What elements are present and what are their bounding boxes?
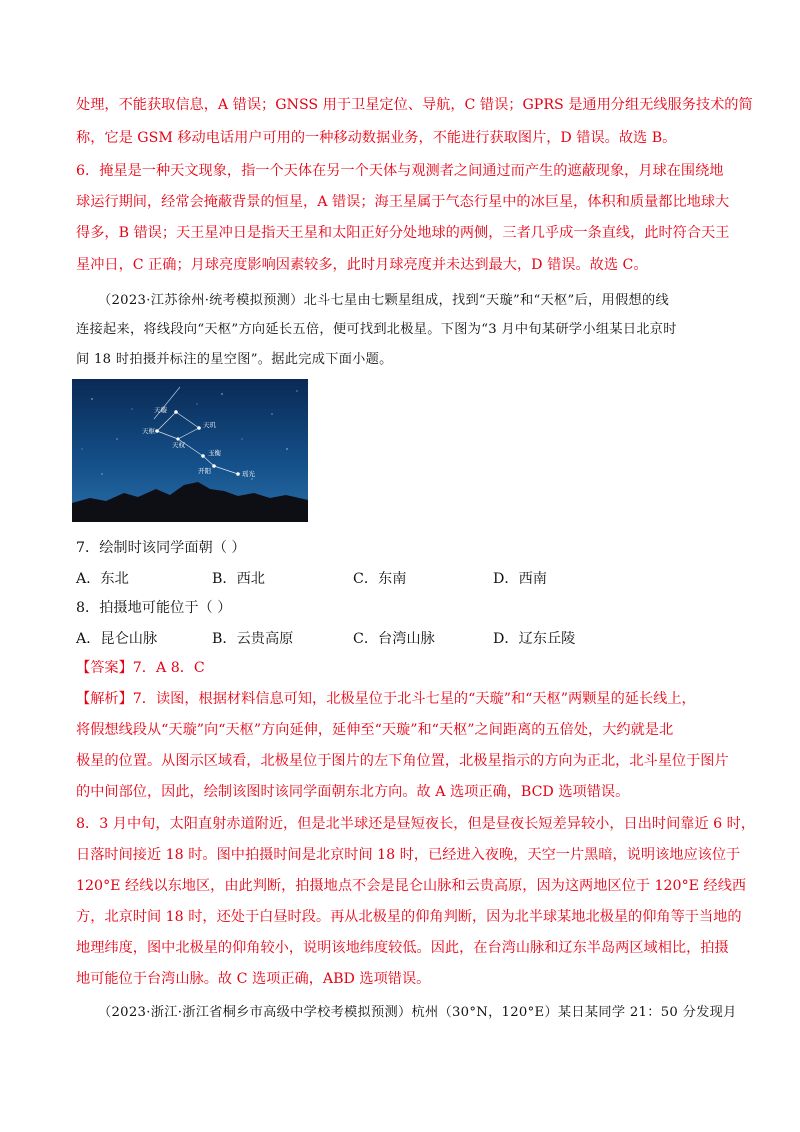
star-label-yuheng: 玉衡 <box>208 449 221 457</box>
answer-text-line: 球运行期间，经常会掩蔽背景的恒星，A 错误；海王星属于气态行星中的冰巨星，体积和质量都比地球大 <box>76 194 730 210</box>
star-label-yaoguang: 瑶光 <box>242 470 255 478</box>
star-label-kaiyang: 开阳 <box>198 467 211 475</box>
analysis-line: 【解析】7．读图，根据材料信息可知，北极星位于北斗七星的“天璇”和“天枢”两颗星的延长线上， <box>76 691 696 707</box>
analysis-line: 地可能位于台湾山脉。故 C 选项正确，ABD 选项错误。 <box>76 971 431 987</box>
question-stem-line: 间 18 时拍摄并标注的星空图”。据此完成下面小题。 <box>76 352 393 367</box>
star-map-photo <box>72 379 308 522</box>
analysis-line: 地理纬度，图中北极星的仰角较小，说明该地纬度较低。因此，在台湾山脉和辽东半岛两区域相比，拍摄 <box>76 940 729 956</box>
analysis-line: 极星的位置。从图示区域看，北极星位于图片的左下角位置，北极星指示的方向为正北，北斗星位于图片 <box>76 753 729 769</box>
answer-text-line: 星冲日，C 正确；月球亮度影响因素较多，此时月球亮度并未达到最大，D 错误。故选 C。 <box>76 257 648 273</box>
answer-text-line: 6．掩星是一种天文现象，指一个天体在另一个天体与观测者之间通过而产生的遮蔽现象，月球在围绕地 <box>76 163 724 179</box>
q8-option-b[interactable]: B．云贵高原 <box>212 631 294 647</box>
q8-option-c[interactable]: C．台湾山脉 <box>353 631 435 647</box>
next-question-stem: （2023·浙江·浙江省桐乡市高级中学校考模拟预测）杭州（30°N，120°E）某日某同学 21：50 分发现月 <box>98 1005 737 1020</box>
analysis-line: 日落时间接近 18 时。图中拍摄时间是北京时间 18 时，已经进入夜晚，天空一片黑暗，说明该地应该位于 <box>76 847 741 863</box>
analysis-line: 120°E 经线以东地区，由此判断，拍摄地点不会是昆仑山脉和云贵高原，因为这两地区位于 120°E 经线西 <box>76 878 747 894</box>
star-label-tianji: 天玑 <box>203 421 216 429</box>
question-stem-line: 连接起来，将线段向“天枢”方向延长五倍，便可找到北极星。下图为“3 月中旬某研学小组某日北京时 <box>76 322 677 337</box>
analysis-line: 方，北京时间 18 时，还处于白昼时段。再从北极星的仰角判断，因为北半球某地北极星的仰角等于当地的 <box>76 909 742 925</box>
star-label-tianquan: 天权 <box>172 441 185 449</box>
analysis-line: 的中间部位，因此，绘制该图时该同学面朝东北方向。故 A 选项正确，BCD 选项错误。 <box>76 784 630 800</box>
star-label-tianxuan: 天璇 <box>154 406 167 414</box>
question-8: 8．拍摄地可能位于（ ） <box>76 600 232 616</box>
q7-option-a[interactable]: A．东北 <box>76 571 129 587</box>
answer-text-line: 得多，B 错误；天王星冲日是指天王星和太阳正好分处地球的两侧，三者几乎成一条直线，此时符合天王 <box>76 225 730 241</box>
q8-option-a[interactable]: A．昆仑山脉 <box>76 631 158 647</box>
answer-key: 【答案】7．A 8．C <box>76 660 205 676</box>
answer-text-line: 称，它是 GSM 移动电话用户可用的一种移动数据业务，不能进行获取图片，D 错误。故选 B。 <box>76 130 677 146</box>
q7-option-b[interactable]: B．西北 <box>212 571 265 587</box>
analysis-line: 将假想线段从“天璇”向“天枢”方向延伸，延伸至“天璇”和“天枢”之间距离的五倍处，大约就是北 <box>76 722 674 738</box>
question-7: 7．绘制时该同学面朝（ ） <box>76 540 246 556</box>
analysis-line: 8．3 月中旬，太阳直射赤道附近，但是北半球还是昼短夜长，但是昼夜长短差异较小，日出时间靠近 6 时， <box>76 816 756 832</box>
q7-option-d[interactable]: D．西南 <box>493 571 547 587</box>
q8-option-d[interactable]: D．辽东丘陵 <box>493 631 576 647</box>
star-label-tianshu: 天枢 <box>142 427 155 435</box>
question-stem-line: （2023·江苏徐州·统考模拟预测）北斗七星由七颗星组成，找到“天璇”和“天枢”后，用假想的线 <box>98 293 669 308</box>
q7-option-c[interactable]: C．东南 <box>353 571 407 587</box>
answer-text-line: 处理，不能获取信息，A 错误；GNSS 用于卫星定位、导航，C 错误；GPRS 是通用分组无线服务技术的简 <box>76 97 753 113</box>
